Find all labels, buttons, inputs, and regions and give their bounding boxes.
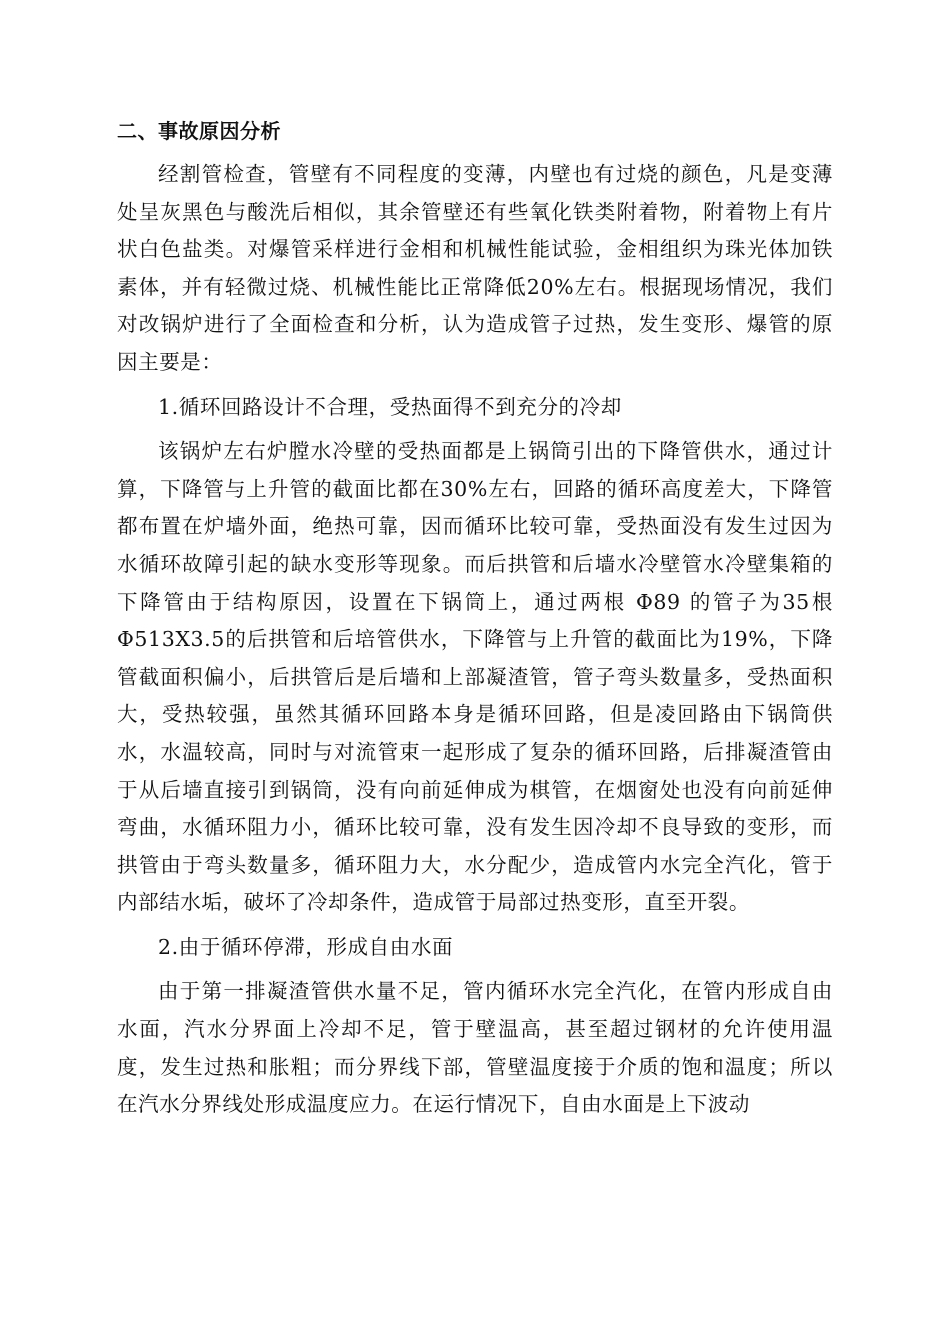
cause-2-paragraph: 由于第一排凝渣管供水量不足，管内循环水完全汽化，在管内形成自由水面，汽水分界面上冷却不足，管于壁温高，甚至超过钢材的允许使用温度，发生过热和胀粗；而分界线下部，管壁温度接于介质的饱和温度；所以在汽水分界线处形成温度应力。在运行情况下，自由水面是上下波动 [117, 979, 833, 1117]
cause-1-title: 1.循环回路设计不合理，受热面得不到充分的冷却 [158, 394, 622, 419]
cause-2-title: 2.由于循环停滞，形成自由水面 [158, 934, 454, 959]
cause-1-paragraph: 该锅炉左右炉膛水冷壁的受热面都是上锅筒引出的下降管供水，通过计算，下降管与上升管的截面比都在30%左右，回路的循环高度差大，下降管都布置在炉墙外面，绝热可靠，因而循环比较可靠，受热面没有发生过因为水循环故障引起的缺水变形等现象。而后拱管和后墙水冷壁管水冷壁集箱的下降管由于结构原因，设置在下锅筒上，通过两根 Φ89 的管子为35根 Φ513X3.5的后拱管和后培管供水，下降管与上升管的截面比为19%，下降管截面积偏小，后拱管后是后墙和上部凝渣管，管子弯头数量多，受热面积大，受热较强，虽然其循环回路本身是循环回路，但是凌回路由下锅筒供水，水温较高，同时与对流管束一起形成了复杂的循环回路，后排凝渣管由于从后墙直接引到锅筒，没有向前延伸成为棋管，在烟窗处也没有向前延伸弯曲，水循环阻力小，循环比较可靠，没有发生因冷却不良导致的变形，而拱管由于弯头数量多，循环阻力大，水分配少，造成管内水完全汽化，管于内部结水垢，破坏了冷却条件，造成管于局部过热变形，直至开裂。 [117, 439, 833, 915]
document-page [117, 112, 833, 1131]
intro-paragraph: 经割管检查，管壁有不同程度的变薄，内壁也有过烧的颜色，凡是变薄处呈灰黑色与酸洗后相似，其余管壁还有些氧化铁类附着物，附着物上有片状白色盐类。对爆管采样进行金相和机械性能试验，金相组织为珠光体加铁素体，并有轻微过烧、机械性能比正常降低20%左右。根据现场情况，我们对改锅炉进行了全面检查和分析，认为造成管子过热，发生变形、爆管的原因主要是： [117, 162, 833, 374]
section-heading: 二、事故原因分析 [117, 119, 281, 143]
